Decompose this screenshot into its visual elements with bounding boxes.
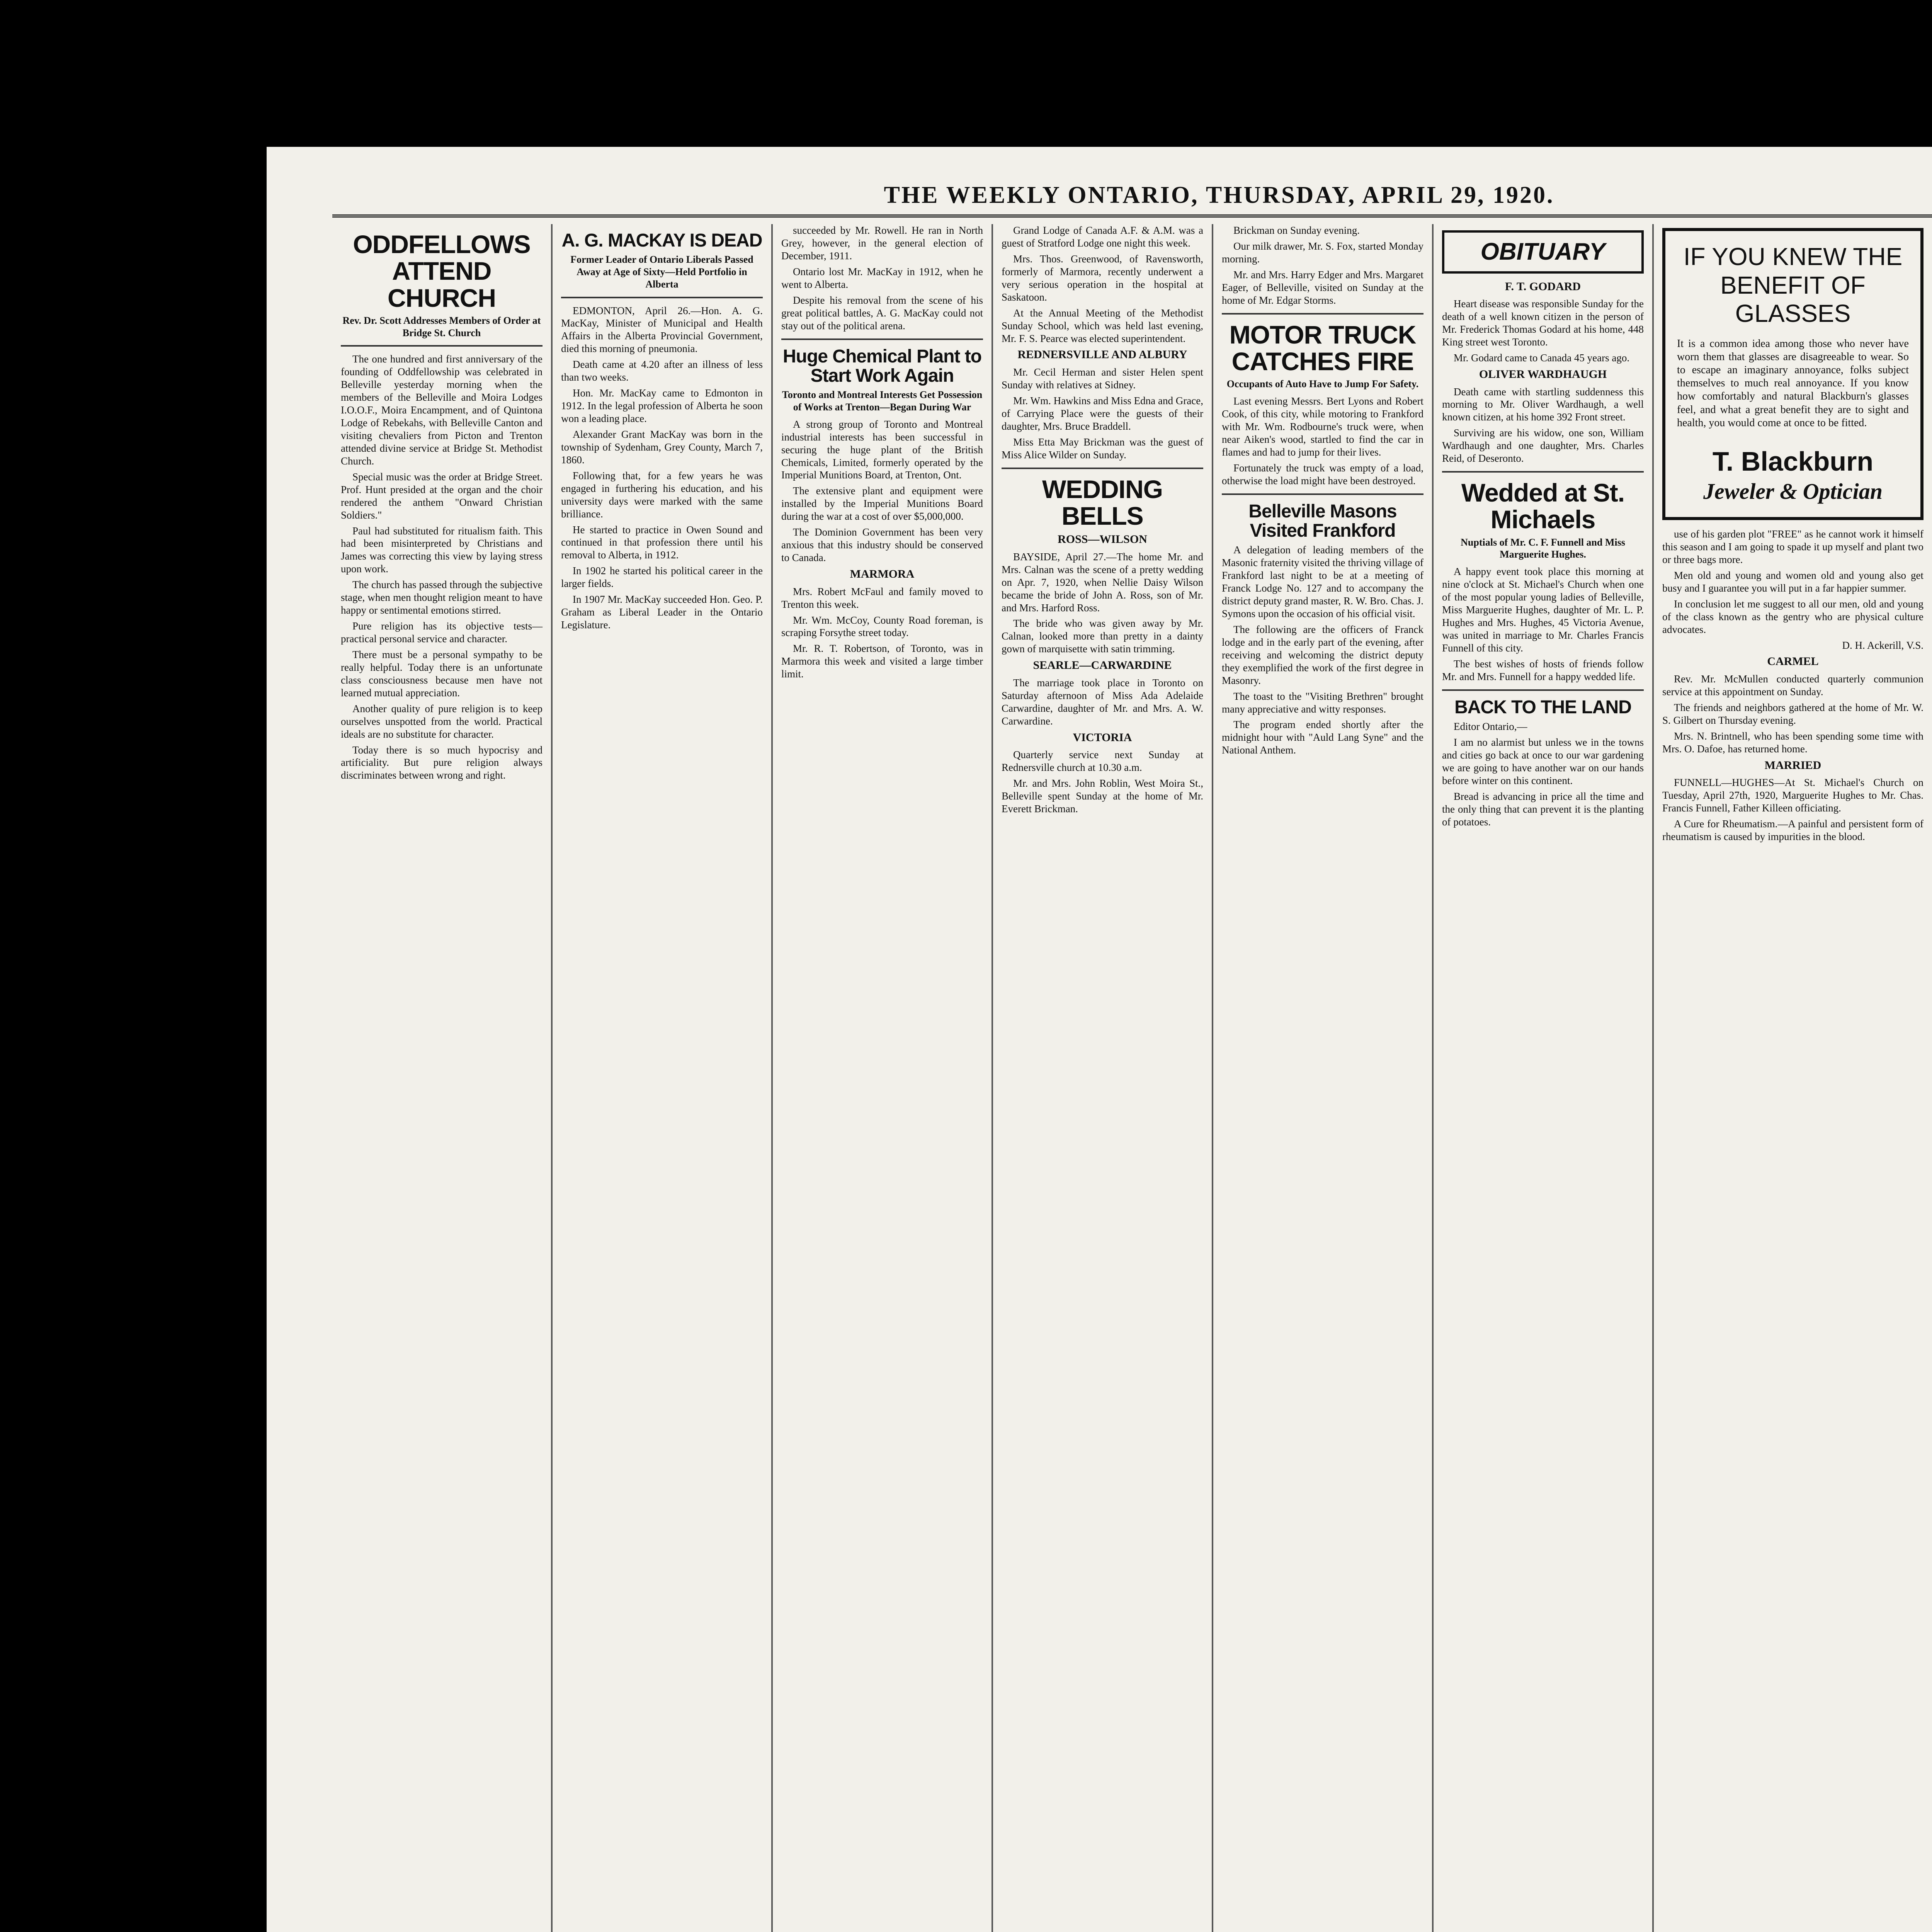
paragraph: Miss Etta May Brickman was the guest of Miss Alice Wilder on Sunday. [1002,436,1203,461]
paragraph: Pure religion has its objective tests—practical personal service and character. [341,620,543,645]
paragraph: Special music was the order at Bridge Street. Prof. Hunt presided at the organ and the choir rendered the anthem "Onward Christian Soldiers." [341,471,543,521]
subhead-chemical-plant: Toronto and Montreal Interests Get Possession of Works at Trenton—Began During War [782,389,983,413]
headline-chemical-plant: Huge Chemical Plant to Start Work Again [782,346,982,386]
headline-motor-truck: MOTOR TRUCK CATCHES FIRE [1229,320,1416,376]
ad-firm-name: T. Blackburn [1712,446,1874,476]
subhead-oddfellows: Rev. Dr. Scott Addresses Members of Order at Bridge St. Church [342,315,541,338]
section-marmora: MARMORA [850,568,915,581]
advertisement-blackburn [1662,228,1923,520]
subhead-ross-wilson: ROSS—WILSON [1058,533,1147,546]
paragraph: Quarterly service next Sunday at Rednersville church at 10.30 a.m. [1002,749,1203,774]
subhead-mackay: Former Leader of Ontario Liberals Passed Away at Age of Sixty—Held Portfolio in Alberta [570,254,753,290]
paragraph: A delegation of leading members of the Masonic fraternity visited the thriving village of Frankford last night to be at a meeting of Franck Lodge No. 127 and to accompany the district deputy grand master, R. W. Bro. Chas. J. Symons upon the occasion of his official visit. [1222,544,1423,619]
divider [1002,468,1203,469]
divider [1222,493,1423,495]
column-1 [332,224,553,1932]
paragraph: A Cure for Rheumatism.—A painful and persistent form of rheumatism is caused by impurities in the blood. [1662,818,1923,843]
masthead: THE WEEKLY ONTARIO, THURSDAY, APRIL 29, 1920. [884,182,1554,208]
headline-mackay: A. G. MACKAY IS DEAD [561,230,762,251]
paragraph: The bride who was given away by Mr. Calnan, looked more than pretty in a dainty gown of marquisette with satin trimming. [1002,617,1203,655]
paragraph: In 1907 Mr. MacKay succeeded Hon. Geo. P. Graham as Liberal Leader in the Ontario Legislature. [561,594,763,631]
divider [1442,689,1644,691]
paragraph: The marriage took place in Toronto on Saturday afternoon of Miss Ada Adelaide Carwardine, daughter of Mr. and Mrs. A. W. Carwardine. [1002,677,1203,727]
divider [1222,313,1423,315]
paragraph: Mr. and Mrs. Harry Edger and Mrs. Margaret Eager, of Belleville, visited on Sunday at the home of Mr. Edgar Storms. [1222,269,1423,306]
paragraph: use of his garden plot "FREE" as he cannot work it himself this season and I am going to spade it up myself and plant two or three bags more. [1662,528,1923,565]
paragraph: Mr. Wm. Hawkins and Miss Edna and Grace, of Carrying Place were the guests of their daughter, Mrs. Bruce Braddell. [1002,395,1203,432]
paragraph: The one hundred and first anniversary of the founding of Oddfellowship was celebrated in Belleville yesterday morning when the members of the Belleville and Moira Lodges I.O.O.F., Moira Encampment, and of Quintona Lodge of Rebekahs, with Belleville Canton and visiting chevaliers from Picton and Trenton attended divine service at Bridge St. Methodist Church. [341,353,543,467]
paragraph: Bread is advancing in price all the time and the only thing that can prevent it is the planting of potatoes. [1442,790,1644,828]
section-rednersville: REDNERSVILLE AND ALBURY [1017,348,1187,361]
paragraph: Surviving are his widow, one son, William Wardhaugh and one daughter, Mrs. Charles Reid, of Deseronto. [1442,427,1644,464]
subhead-searle-carwardine: SEARLE—CARWARDINE [1033,659,1172,672]
paragraph: The following are the officers of Franck lodge and in the early part of the evening, after receiving and welcoming the district deputy they exemplified the work of the first degree in Masonry. [1222,623,1423,686]
paragraph: BAYSIDE, April 27.—The home Mr. and Mrs. Calnan was the scene of a pretty wedding on Apr. 7, 1920, when Nellie Daisy Wilson became the bride of John A. Ross, son of Mr. and Mrs. Harford Ross. [1002,551,1203,614]
paragraph: The program ended shortly after the midnight hour with "Auld Lang Syne" and the National Anthem. [1222,719,1423,756]
headline-oddfellows: ODDFELLOWS ATTEND CHURCH [353,230,531,312]
paragraph: Following that, for a few years he was engaged in furthering his education, and his university days were marked with the same brilliance. [561,469,763,520]
paragraph: Mr. Cecil Herman and sister Helen spent Sunday with relatives at Sidney. [1002,366,1203,391]
obituary-name-wardhaugh: OLIVER WARDHAUGH [1479,367,1607,381]
paragraph: Mr. Wm. McCoy, County Road foreman, is scraping Forsythe street today. [781,614,983,639]
paragraph: A strong group of Toronto and Montreal industrial interests has been successful in securing the huge plant of the British Chemicals, Limited, formerly operated by the Imperial Munitions Board, at Trenton, Ont. [781,418,983,481]
paragraph: Ontario lost Mr. MacKay in 1912, when he went to Alberta. [781,265,983,290]
column-4 [993,224,1213,1932]
columns [332,224,1932,1932]
headline-wedded: Wedded at St. Michaels [1461,478,1625,534]
paragraph: Death came at 4.20 after an illness of less than two weeks. [561,359,763,383]
paragraph: Hon. Mr. MacKay came to Edmonton in 1912. In the legal profession of Alberta he soon won a leading place. [561,387,763,425]
paragraph: The toast to the "Visiting Brethren" brought many appreciative and witty responses. [1222,690,1423,715]
paragraph: Mr. and Mrs. John Roblin, West Moira St., Belleville spent Sunday at the home of Mr. Everett Brickman. [1002,777,1203,815]
paragraph: EDMONTON, April 26.—Hon. A. G. MacKay, Minister of Municipal and Health Affairs in the Alberta Provincial Government, died this morning of pneumonia. [561,304,763,355]
paragraph: The church has passed through the subjective stage, when men thought religion meant to have happy or sentimental emotions stirred. [341,579,543,616]
section-married: MARRIED [1764,759,1821,772]
paragraph: Last evening Messrs. Bert Lyons and Robert Cook, of this city, while motoring to Frankford with Mr. Wm. Rodbourne's truck were, when near Aiken's wood, startled to find the car in flames and had to jump for their lives. [1222,395,1423,458]
paragraph: Mr. R. T. Robertson, of Toronto, was in Marmora this week and visited a large timber limit. [781,643,983,680]
subhead-wedded: Nuptials of Mr. C. F. Funnell and Miss Marguerite Hughes. [1461,536,1625,560]
paragraph: Paul had substituted for ritualism faith. This had been misinterpreted by Christians and James was correcting this view by laying stress upon work. [341,525,543,575]
paragraph: I am no alarmist but unless we in the towns and cities go back at once to our war gardening we are going to have another war on our hands before winter on this continent. [1442,736,1644,786]
ad-title: IF YOU KNEW THE BENEFIT OF GLASSES [1683,243,1903,328]
paragraph: At the Annual Meeting of the Methodist Sunday School, which was held last evening, Mr. F. S. Pearce was elected superintendent. [1002,307,1203,344]
paragraph: Today there is so much hypocrisy and artificiality. But pure religion always discriminates between wrong and right. [341,744,543,781]
masthead-rule [332,214,1932,218]
ad-firm-trade: Jeweler & Optician [1703,479,1883,504]
newspaper-page [267,147,1932,1932]
divider [341,345,543,347]
headline-wedding-bells: WEDDING BELLS [1042,474,1163,530]
paragraph: The best wishes of hosts of friends follow Mr. and Mrs. Funnell for a happy wedded life. [1442,658,1644,682]
paragraph: Mrs. N. Brintnell, who has been spending some time with Mrs. O. Dafoe, has returned home. [1662,730,1923,755]
column-2 [553,224,773,1932]
section-victoria: VICTORIA [1073,731,1132,744]
paragraph: Fortunately the truck was empty of a load, otherwise the load might have been destroyed. [1222,462,1423,486]
paragraph: Our milk drawer, Mr. S. Fox, started Monday morning. [1222,240,1423,265]
paragraph: Grand Lodge of Canada A.F. & A.M. was a guest of Stratford Lodge one night this week. [1002,224,1203,249]
paragraph: Rev. Mr. McMullen conducted quarterly communion service at this appointment on Sunday. [1662,673,1923,697]
paragraph: Another quality of pure religion is to keep ourselves unspotted from the world. Practical ideals are no substitute for character. [341,702,543,740]
headline-masons: Belleville Masons Visited Frankford [1248,501,1397,541]
divider [561,297,763,298]
column-5 [1213,224,1434,1932]
column-3 [773,224,993,1932]
divider [781,338,983,340]
paragraph: Mrs. Robert McFaul and family moved to Trenton this week. [781,585,983,610]
paragraph: In 1902 he started his political career in the larger fields. [561,565,763,590]
paragraph: Mr. Godard came to Canada 45 years ago. [1454,352,1630,364]
paragraph: Brickman on Sunday evening. [1233,224,1360,236]
subhead-motor-truck: Occupants of Auto Have to Jump For Safety. [1226,378,1419,390]
paragraph: He started to practice in Owen Sound and continued in that profession there until his removal to Alberta, in 1912. [561,524,763,561]
paragraph: Heart disease was responsible Sunday for the death of a well known citizen in the person of Mr. Frederick Thomas Godard at his home, 448 King street west Toronto. [1442,298,1644,348]
paragraph: The friends and neighbors gathered at the home of Mr. W. S. Gilbert on Thursday evening. [1662,701,1923,726]
ad-body: It is a common idea among those who never have worn them that glasses are disagreeable to wear. So to escape an imaginary annoyance, folks subject themselves to much real annoyance. If you know how comfortably and natural Blackburn's glasses feel, and what a great benefit they are to sight and health, you would come at once to be fitted. [1677,337,1909,429]
section-carmel: CARMEL [1767,655,1819,668]
paragraph: Despite his removal from the scene of his great political battles, A. G. MacKay could not stay out of the political arena. [781,294,983,332]
paragraph: succeeded by Mr. Rowell. He ran in North Grey, however, in the general election of December, 1911. [781,224,983,262]
paragraph: The extensive plant and equipment were installed by the Imperial Munitions Board during the war at a cost of over $5,000,000. [781,485,983,522]
paragraph: Men old and young and women old and young also get busy and I guarantee you will put in a far happier summer. [1662,569,1923,594]
obituary-header: OBITUARY [1442,230,1644,274]
paragraph: Mrs. Thos. Greenwood, of Ravensworth, formerly of Marmora, recently underwent a very serious operation in the hospital at Saskatoon. [1002,253,1203,303]
obituary-name-godard: F. T. GODARD [1505,280,1581,293]
column-6 [1434,224,1654,1932]
column-7 [1654,224,1932,1932]
paragraph: In conclusion let me suggest to all our men, old and young of the class known as the gentry who are physical culture advocates. [1662,598,1923,635]
paragraph: Death came with startling suddenness this morning to Mr. Oliver Wardhaugh, a well known citizen, at his home 392 Front street. [1442,386,1644,423]
paragraph: The Dominion Government has been very anxious that this industry should be conserved to Canada. [781,526,983,564]
paragraph: Editor Ontario,— [1454,720,1527,732]
divider [1442,471,1644,473]
paragraph: A happy event took place this morning at nine o'clock at St. Michael's Church when one of the most popular young ladies of Belleville, Miss Marguerite Hughes, daughter of Mr. L. P. Hughes and Mrs. Hughes, 45 Victoria Avenue, was united in marriage to Mr. Charles Francis Funnell of this city. [1442,566,1644,654]
signature: D. H. Ackerill, V.S. [1842,639,1923,651]
headline-back-to-land: BACK TO THE LAND [1454,697,1631,718]
paragraph: Alexander Grant MacKay was born in the township of Sydenham, Grey County, March 7, 1860. [561,428,763,466]
married-notice: FUNNELL—HUGHES—At St. Michael's Church on Tuesday, April 27th, 1920, Marguerite Hughes to Mr. Chas. Francis Funnell, Father Killeen officiating. [1662,777,1923,814]
paragraph: There must be a personal sympathy to be really helpful. Today there is an unfortunate class consciousness because men have not learned mutual appreciation. [341,648,543,699]
